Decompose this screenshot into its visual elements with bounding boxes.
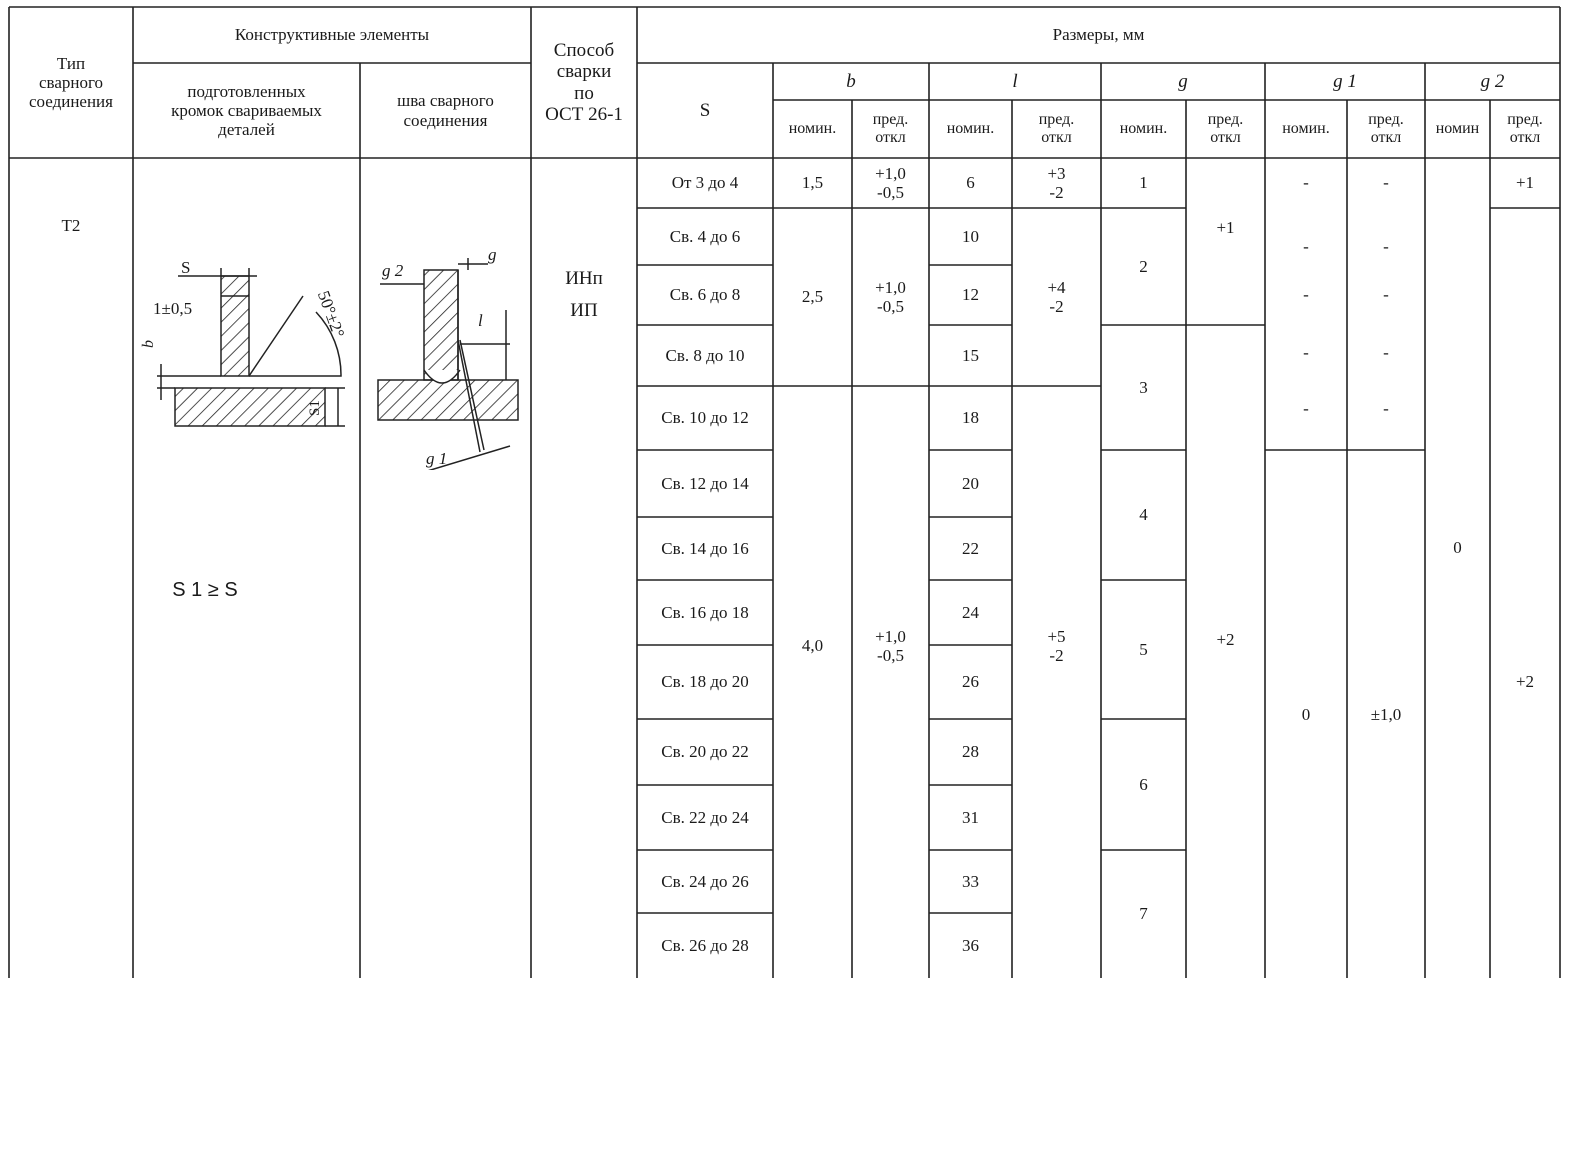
s-range-row: Св. 18 до 20 <box>661 672 749 692</box>
header-l-deviation: пред. откл <box>1038 111 1075 146</box>
b-nominal: 1,5 <box>801 173 824 193</box>
l-nominal: 26 <box>962 672 979 692</box>
s-range-row: Св. 26 до 28 <box>661 935 749 955</box>
header-dimensions: Размеры, мм <box>1052 25 1145 45</box>
g1-nominal: - <box>1303 236 1309 256</box>
g-nominal: 2 <box>1139 256 1148 276</box>
header-g2-nominal: номин <box>1435 120 1480 138</box>
label-s1: S1 <box>307 400 323 416</box>
label-b: b <box>140 340 157 348</box>
b-deviation: +1,0 -0,5 <box>875 163 906 202</box>
g-deviation: +1 <box>1216 218 1235 238</box>
s-range-row: От 3 до 4 <box>671 173 739 193</box>
header-g1-nominal: номин. <box>1282 120 1330 138</box>
s-range-row: Св. 4 до 6 <box>669 226 741 246</box>
g2-deviation: +2 <box>1515 672 1535 692</box>
header-weld-seam: шва сварного соединения <box>397 91 494 130</box>
label-g2: g 2 <box>382 261 404 280</box>
g1-nominal: - <box>1303 285 1309 305</box>
header-joint-type: Тип сварного соединения <box>29 53 113 112</box>
s-range-row: Св. 10 до 12 <box>661 408 749 428</box>
label-s: S <box>181 258 191 277</box>
header-g2-deviation: пред. откл <box>1507 111 1543 146</box>
header-b: b <box>846 70 856 92</box>
prepared-edges-drawing <box>133 240 360 470</box>
label-g1: g 1 <box>426 449 448 468</box>
g1-deviation: ±1,0 <box>1370 705 1402 725</box>
weld-seam-drawing <box>360 240 531 470</box>
g1-deviation: - <box>1383 173 1389 193</box>
l-deviation: +4 -2 <box>1047 277 1066 316</box>
header-l-nominal: номин. <box>946 120 995 138</box>
b-deviation: +1,0 -0,5 <box>875 626 906 665</box>
b-deviation: +1,0 -0,5 <box>875 277 906 316</box>
header-welding-method: Способ сварки по ОСТ 26-1 <box>545 39 623 125</box>
label-gap: 1±0,5 <box>153 299 193 318</box>
g-nominal: 7 <box>1139 904 1148 924</box>
l-nominal: 20 <box>962 473 979 493</box>
g2-deviation: +1 <box>1515 173 1535 193</box>
l-nominal: 22 <box>962 538 979 558</box>
g2-nominal: 0 <box>1453 538 1462 558</box>
g-nominal: 6 <box>1139 774 1148 794</box>
g1-deviation: - <box>1383 236 1389 256</box>
label-g: g <box>488 245 497 264</box>
g1-deviation: - <box>1383 342 1389 362</box>
header-g2: g 2 <box>1480 70 1505 92</box>
header-constructive-elements: Конструктивные элементы <box>234 25 430 45</box>
g1-nominal: - <box>1303 342 1309 362</box>
l-nominal: 24 <box>962 602 979 622</box>
g-nominal: 1 <box>1139 173 1148 193</box>
g1-deviation: - <box>1383 285 1389 305</box>
g1-nominal: - <box>1303 173 1309 193</box>
s-range-row: Св. 6 до 8 <box>669 285 741 305</box>
header-g1-deviation: пред. откл <box>1368 111 1404 146</box>
header-g-nominal: номин. <box>1119 120 1168 138</box>
joint-condition: S 1 ≥ S <box>172 578 238 601</box>
g-nominal: 4 <box>1139 505 1148 525</box>
l-deviation: +5 -2 <box>1047 626 1066 665</box>
l-nominal: 31 <box>962 807 979 827</box>
header-prepared-edges: подготовленных кромок свариваемых деталей <box>171 81 322 140</box>
header-s: S <box>699 99 711 121</box>
g-nominal: 5 <box>1139 639 1148 659</box>
header-b-deviation: пред. откл <box>872 111 909 146</box>
s-range-row: Св. 16 до 18 <box>661 602 749 622</box>
g1-deviation: - <box>1383 399 1389 419</box>
label-l: l <box>478 311 483 330</box>
s-range-row: Св. 14 до 16 <box>661 538 749 558</box>
s-range-row: Св. 24 до 26 <box>661 871 749 891</box>
header-g1: g 1 <box>1333 70 1357 92</box>
g1-nominal: - <box>1303 399 1309 419</box>
l-nominal: 36 <box>962 935 979 955</box>
label-angle: 50°±2° <box>313 288 349 341</box>
g1-nominal: 0 <box>1301 705 1311 725</box>
b-nominal: 2,5 <box>801 287 824 307</box>
header-g-deviation: пред. откл <box>1207 111 1244 146</box>
g-deviation: +2 <box>1216 630 1235 650</box>
l-nominal: 15 <box>962 345 979 365</box>
l-nominal: 33 <box>962 871 979 891</box>
l-nominal: 12 <box>962 285 979 305</box>
s-range-row: Св. 12 до 14 <box>661 473 749 493</box>
l-nominal: 18 <box>962 408 979 428</box>
welding-methods: ИНп ИП <box>565 267 603 321</box>
s-range-row: Св. 20 до 22 <box>661 742 749 762</box>
l-nominal: 28 <box>962 742 979 762</box>
s-range-row: Св. 8 до 10 <box>665 345 745 365</box>
g-nominal: 3 <box>1139 377 1148 397</box>
joint-type-value: Т2 <box>61 216 81 236</box>
l-nominal: 10 <box>962 226 979 246</box>
header-l: l <box>1012 70 1018 92</box>
l-nominal: 6 <box>966 173 975 193</box>
b-nominal: 4,0 <box>801 636 824 656</box>
header-b-nominal: номин. <box>788 120 837 138</box>
s-range-row: Св. 22 до 24 <box>661 807 749 827</box>
header-g: g <box>1178 70 1188 92</box>
l-deviation: +3 -2 <box>1047 163 1066 202</box>
